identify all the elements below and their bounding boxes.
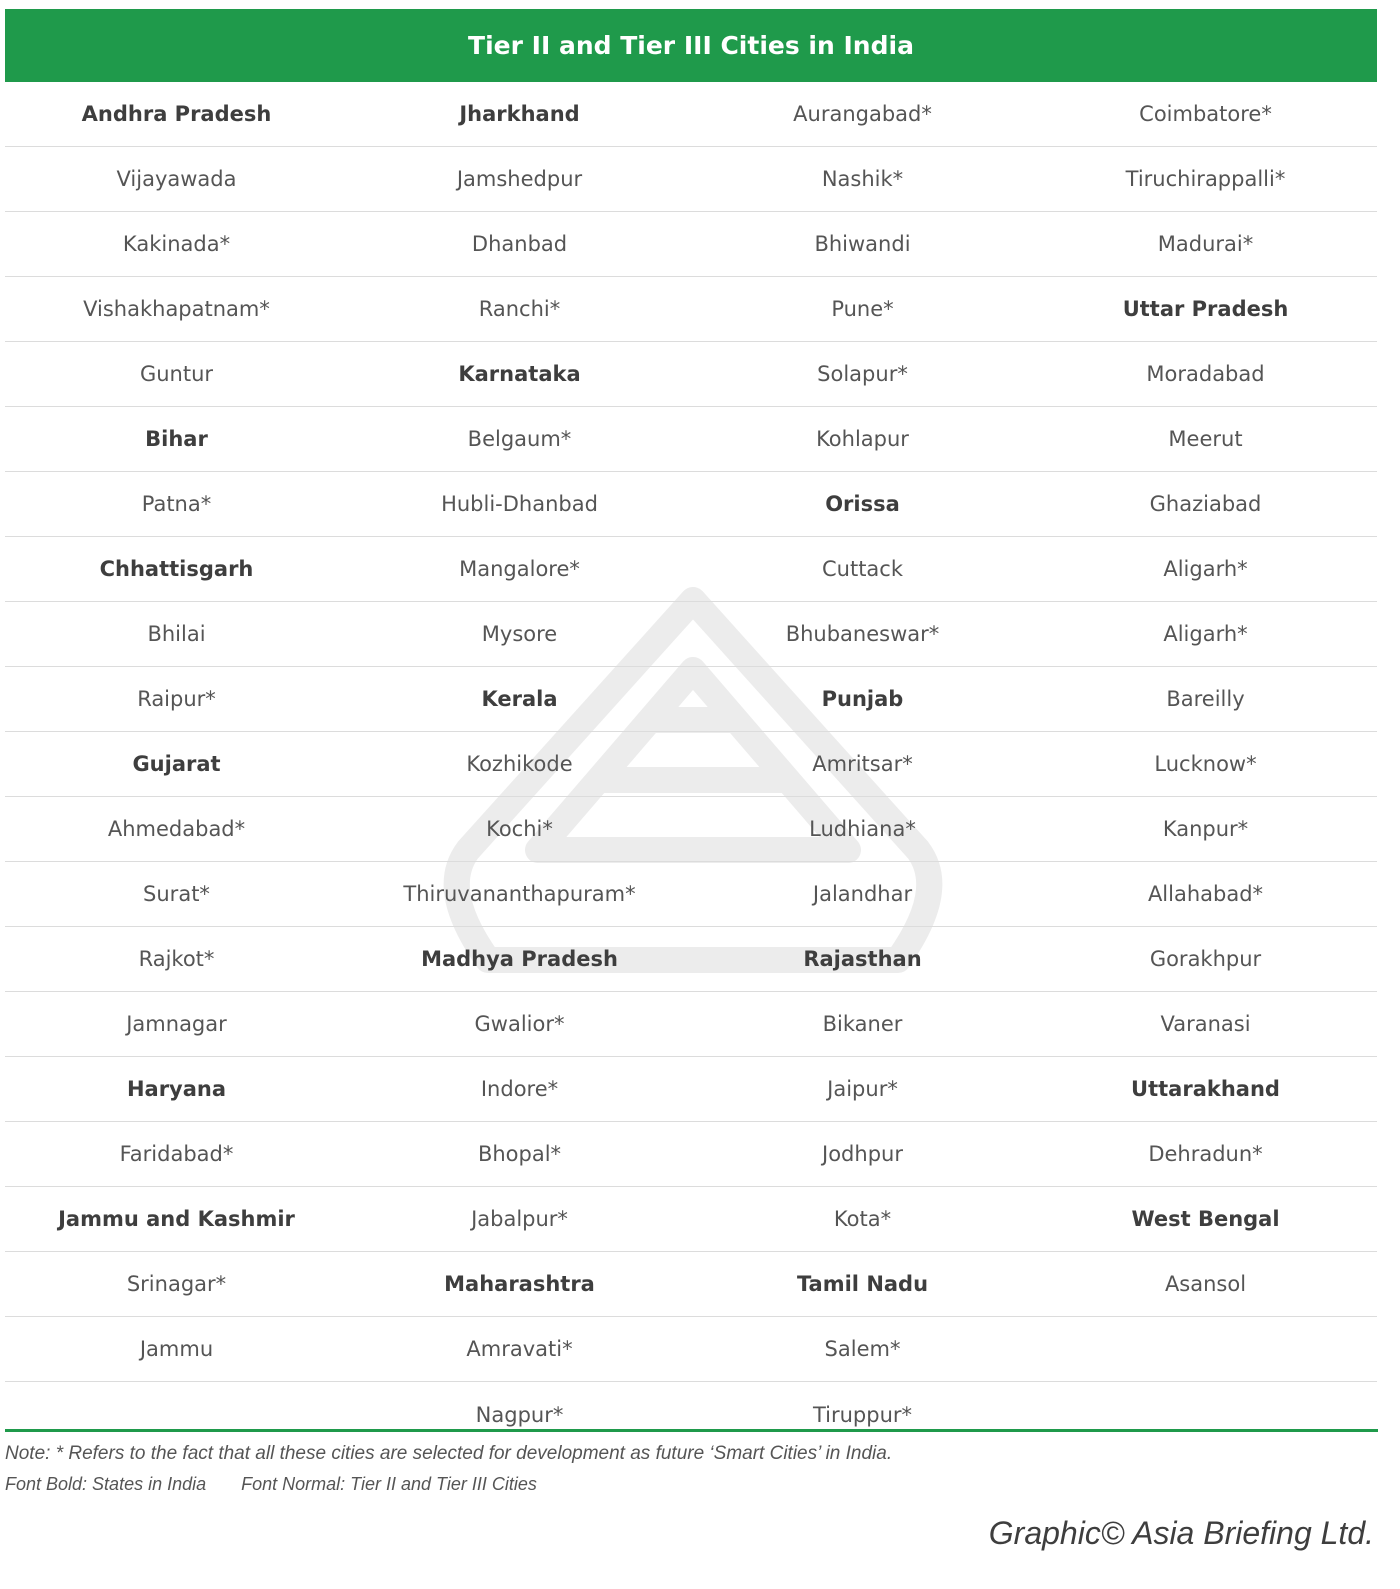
state-cell: Haryana: [126, 1077, 227, 1101]
city-cell: Patna*: [141, 492, 212, 516]
city-cell: Surat*: [143, 882, 210, 906]
city-cell: Srinagar*: [126, 1272, 227, 1296]
city-cell: Cuttack: [821, 557, 904, 581]
city-cell: Amritsar*: [812, 752, 913, 776]
table-row: [5, 1317, 1377, 1382]
city-cell: Bhubaneswar*: [785, 622, 940, 646]
city-cell: Aligarh*: [1163, 557, 1248, 581]
table-row: [5, 1252, 1377, 1317]
table-row: [5, 277, 1377, 342]
city-cell: Nashik*: [821, 167, 904, 191]
city-cell: Guntur: [139, 362, 214, 386]
state-cell: Andhra Pradesh: [81, 102, 272, 126]
city-cell: [1034, 1382, 1377, 1448]
table-row: [5, 1187, 1377, 1252]
table-row: [5, 147, 1377, 212]
city-cell: Kochi*: [486, 817, 553, 841]
state-cell: West Bengal: [1131, 1207, 1280, 1231]
city-cell: Bhopal*: [477, 1142, 562, 1166]
state-cell: Jharkhand: [459, 102, 580, 126]
state-cell: Uttar Pradesh: [1122, 297, 1289, 321]
city-cell: Asansol: [1164, 1272, 1247, 1296]
city-cell: Dehradun*: [1148, 1142, 1263, 1166]
graphic-credit: Graphic© Asia Briefing Ltd.: [988, 1515, 1374, 1551]
table-title: Tier II and Tier III Cities in India: [5, 9, 1377, 82]
city-cell: Jalandhar: [812, 882, 913, 906]
state-cell: Bihar: [145, 427, 208, 451]
legend-normal: Font Normal: Tier II and Tier III Cities: [241, 1474, 537, 1494]
city-cell: Rajkot*: [138, 947, 215, 971]
city-cell: Bikaner: [822, 1012, 903, 1036]
city-cell: Faridabad*: [119, 1142, 234, 1166]
state-cell: Maharashtra: [444, 1272, 595, 1296]
state-cell: Uttarakhand: [1131, 1077, 1280, 1101]
city-cell: Pune*: [831, 297, 894, 321]
city-cell: Moradabad: [1146, 362, 1265, 386]
city-cell: Salem*: [824, 1337, 901, 1361]
state-cell: Punjab: [821, 687, 904, 711]
city-cell: Kakinada*: [122, 232, 231, 256]
table-row: [5, 82, 1377, 147]
city-cell: Kohlapur: [816, 427, 909, 451]
state-cell: Orissa: [825, 492, 900, 516]
city-cell: Belgaum*: [467, 427, 572, 451]
city-cell: Varanasi: [1160, 1012, 1251, 1036]
city-cell: Jamshedpur: [456, 167, 583, 191]
cities-table: [5, 82, 1377, 1448]
city-cell: Vijayawada: [116, 167, 237, 191]
footnote: Note: * Refers to the fact that all these cities are selected for development as future ‘Smart Cities’ in India.: [5, 1443, 893, 1464]
city-cell: Thiruvananthapuram*: [403, 882, 636, 906]
city-cell: Indore*: [480, 1077, 559, 1101]
city-cell: Jammu: [139, 1337, 214, 1361]
city-cell: [5, 1382, 348, 1448]
city-cell: Amravati*: [466, 1337, 573, 1361]
table-row: [5, 602, 1377, 667]
table-row: [5, 1382, 1377, 1448]
state-cell: Kerala: [481, 687, 558, 711]
city-cell: Kota*: [833, 1207, 892, 1231]
city-cell: Dhanbad: [471, 232, 568, 256]
city-cell: Aligarh*: [1163, 622, 1248, 646]
table-row: [5, 212, 1377, 277]
table-row: [5, 927, 1377, 992]
table-row: [5, 992, 1377, 1057]
city-cell: Ludhiana*: [809, 817, 916, 841]
font-legend: [5, 1474, 567, 1495]
state-cell: Tamil Nadu: [796, 1272, 929, 1296]
city-cell: Meerut: [1168, 427, 1243, 451]
state-cell: Chhattisgarh: [99, 557, 254, 581]
city-cell: Bhiwandi: [814, 232, 911, 256]
state-cell: Jammu and Kashmir: [58, 1207, 295, 1231]
city-cell: Raipur*: [137, 687, 216, 711]
legend-bold: Font Bold: States in India: [5, 1474, 207, 1494]
city-cell: Vishakhapatnam*: [83, 297, 270, 321]
city-cell: Mangalore*: [459, 557, 580, 581]
city-cell: Gwalior*: [474, 1012, 565, 1036]
city-cell: Ranchi*: [478, 297, 561, 321]
city-cell: Jodhpur: [822, 1142, 903, 1166]
table-row: [5, 1122, 1377, 1187]
city-cell: Ahmedabad*: [107, 817, 246, 841]
table-row: [5, 732, 1377, 797]
city-cell: Tiruchirappalli*: [1125, 167, 1286, 191]
city-cell: Tiruppur*: [812, 1403, 913, 1427]
city-cell: Nagpur*: [475, 1403, 564, 1427]
state-cell: Gujarat: [132, 752, 221, 776]
city-cell: Madurai*: [1157, 232, 1254, 256]
city-cell: Jabalpur*: [471, 1207, 568, 1231]
city-cell: Kozhikode: [466, 752, 573, 776]
table-row: [5, 667, 1377, 732]
city-cell: Mysore: [481, 622, 558, 646]
table-row: [5, 342, 1377, 407]
city-cell: Hubli-Dhanbad: [441, 492, 598, 516]
city-cell: Allahabad*: [1147, 882, 1264, 906]
footer-divider: [5, 1429, 1378, 1432]
city-cell: Coimbatore*: [1139, 102, 1272, 126]
city-cell: Aurangabad*: [793, 102, 932, 126]
city-cell: [1034, 1317, 1377, 1381]
city-cell: Kanpur*: [1162, 817, 1249, 841]
city-cell: Jaipur*: [827, 1077, 898, 1101]
state-cell: Rajasthan: [803, 947, 922, 971]
table-row: [5, 862, 1377, 927]
state-cell: Madhya Pradesh: [421, 947, 618, 971]
city-cell: Gorakhpur: [1149, 947, 1262, 971]
city-cell: Solapur*: [817, 362, 908, 386]
city-cell: Lucknow*: [1154, 752, 1257, 776]
state-cell: Karnataka: [458, 362, 581, 386]
city-cell: Ghaziabad: [1149, 492, 1262, 516]
city-cell: Bareilly: [1166, 687, 1245, 711]
city-cell: Bhilai: [147, 622, 206, 646]
city-cell: Jamnagar: [126, 1012, 227, 1036]
table-row: [5, 472, 1377, 537]
table-row: [5, 407, 1377, 472]
table-row: [5, 797, 1377, 862]
table-row: [5, 537, 1377, 602]
table-row: [5, 1057, 1377, 1122]
